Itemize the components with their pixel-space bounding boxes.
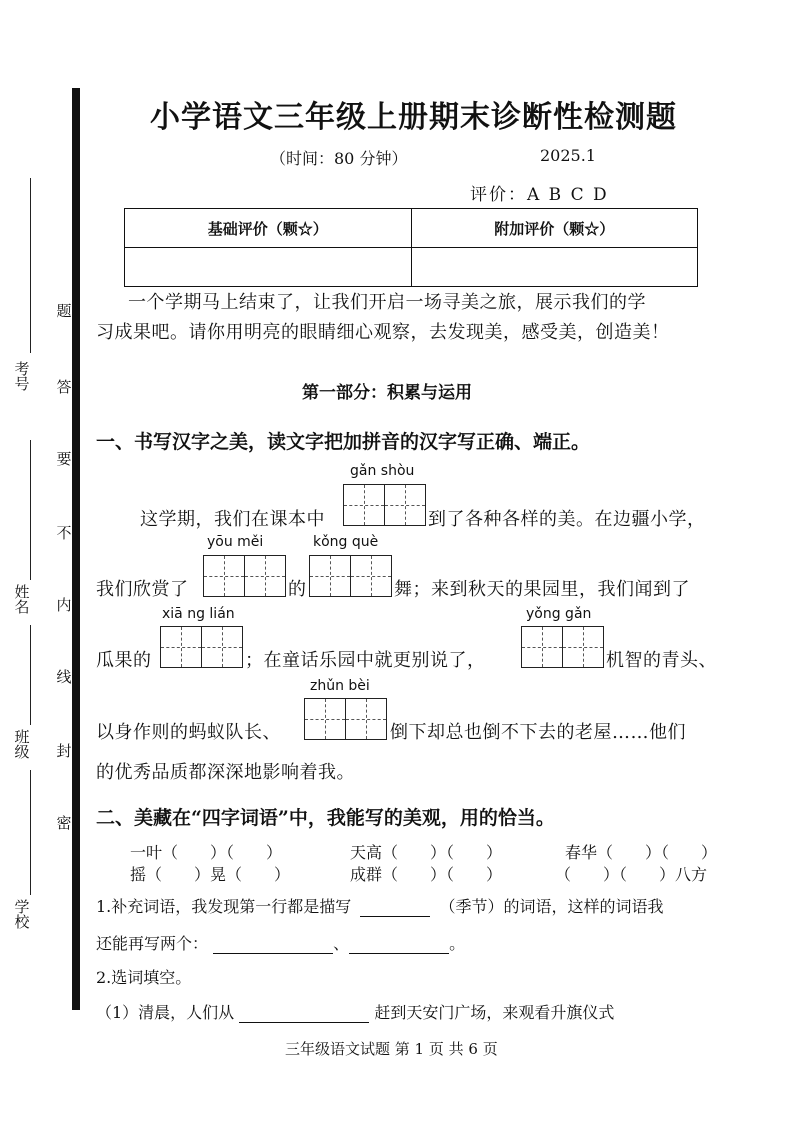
- q1-text: 到了各种各样的美。在边疆小学，: [428, 509, 706, 530]
- q2-sub2: 2.选词填空。: [96, 968, 192, 987]
- q2-heading: 二、美藏在“四字词语”中，我能写的美观，用的恰当。: [96, 807, 555, 829]
- binding-bar: [72, 88, 80, 1010]
- idiom-item[interactable]: 天高（ ）（ ）: [350, 843, 503, 862]
- intro-line-2: 习成果吧。请你用明亮的眼睛细心观察，去发现美，感受美，创造美！: [96, 322, 670, 343]
- idiom-item[interactable]: （ ）（ ）八方: [555, 865, 708, 884]
- cut-line-char: 要: [56, 450, 72, 468]
- class-line[interactable]: [30, 625, 31, 725]
- answer-grid-zhunbei[interactable]: [304, 698, 385, 740]
- extra-eval-header: 附加评价（颗☆）: [411, 209, 698, 248]
- q1-text: 舞；来到秋天的果园里，我们闻到了: [394, 579, 690, 600]
- page-footer: 三年级语文试题 第 1 页 共 6 页: [285, 1040, 498, 1058]
- pinyin-yonggan: yǒng gǎn: [526, 606, 592, 622]
- q2-sub2-text: （1）清晨，人们从: [96, 1003, 235, 1022]
- word-blank-1[interactable]: [213, 937, 333, 954]
- q2-sub1-text: 1.补充词语，我发现第一行都是描写: [96, 897, 352, 916]
- answer-grid-ganshou[interactable]: [343, 484, 424, 526]
- pinyin-zhunbei: zhǔn bèi: [310, 678, 370, 694]
- intro-line-1: 一个学期马上结束了，让我们开启一场寻美之旅，展示我们的学: [128, 292, 646, 313]
- answer-grid-kongque[interactable]: [309, 555, 390, 597]
- q1-text: 这学期，我们在课本中: [140, 509, 325, 530]
- cut-line-char: 答: [56, 378, 72, 396]
- pinyin-xiangtian: xiā ng lián: [162, 606, 235, 622]
- q2-sub1: [96, 894, 663, 917]
- q2-sub1-cont: [96, 931, 465, 954]
- q2-sub1-text: （季节）的词语，这样的词语我: [439, 897, 664, 916]
- basic-eval-header: 基础评价（颗☆）: [125, 209, 412, 248]
- exam-no-line[interactable]: [30, 178, 31, 353]
- q2-sub2-text: 赶到天安门广场，来观看升旗仪式: [374, 1003, 615, 1022]
- exam-time: （时间：80 分钟）: [270, 149, 408, 168]
- cut-line-char: 线: [56, 668, 72, 686]
- basic-eval-cell[interactable]: [125, 248, 412, 287]
- pinyin-ganshou: gǎn shòu: [350, 463, 415, 479]
- cut-line-char: 不: [56, 524, 72, 542]
- cut-line-char: 封: [56, 742, 72, 760]
- idiom-item[interactable]: 摇（ ）晃（ ）: [130, 865, 291, 884]
- q2-sub2-item1: [96, 1000, 614, 1023]
- idiom-item[interactable]: 春华（ ）（ ）: [565, 843, 718, 862]
- pinyin-kongque: kǒng què: [313, 534, 379, 550]
- school-line[interactable]: [30, 770, 31, 895]
- q1-text: 我们欣赏了: [96, 579, 189, 600]
- exam-no-label: 考号: [14, 360, 30, 393]
- name-line[interactable]: [30, 440, 31, 580]
- evaluation-table: [124, 208, 698, 287]
- page-title: 小学语文三年级上册期末诊断性检测题: [150, 100, 677, 135]
- word-blank-2[interactable]: [349, 937, 449, 954]
- q2-sub1-text: 、: [333, 934, 350, 953]
- fill-blank-1[interactable]: [239, 1006, 369, 1023]
- q1-text: 的: [288, 579, 307, 600]
- name-label: 姓名: [14, 583, 30, 616]
- season-blank[interactable]: [360, 900, 430, 917]
- answer-grid-youmei[interactable]: [203, 555, 284, 597]
- part-title: 第一部分：积累与运用: [302, 383, 472, 403]
- q2-sub1-text: 。: [449, 934, 466, 953]
- extra-eval-cell[interactable]: [411, 248, 698, 287]
- answer-grid-xiangtian[interactable]: [160, 626, 241, 668]
- q1-text: 的优秀品质都深深地影响着我。: [96, 762, 355, 783]
- cut-line-char: 密: [56, 814, 72, 832]
- idiom-item[interactable]: 一叶（ ）（ ）: [130, 843, 283, 862]
- q2-sub1-text: 还能再写两个：: [96, 934, 209, 953]
- answer-grid-yonggan[interactable]: [521, 626, 602, 668]
- cut-line-char: 内: [56, 596, 72, 614]
- exam-date: 2025.1: [540, 146, 596, 165]
- q1-heading: 一、书写汉字之美，读文字把加拼音的汉字写正确、端正。: [96, 431, 591, 453]
- class-label: 班级: [14, 728, 30, 761]
- q1-text: 瓜果的: [96, 650, 152, 671]
- q1-text: 机智的青头、: [606, 650, 717, 671]
- idiom-item[interactable]: 成群（ ）（ ）: [350, 865, 503, 884]
- rating-scale: 评价：A B C D: [470, 185, 609, 205]
- cut-line-char: 题: [56, 302, 72, 320]
- q1-text: ；在童话乐园中就更别说了，: [245, 650, 486, 671]
- pinyin-youmei: yōu měi: [207, 534, 264, 550]
- q1-text: 以身作则的蚂蚁队长、: [96, 722, 281, 743]
- q1-text: 倒下却总也倒不下去的老屋……他们: [390, 722, 686, 743]
- school-label: 学校: [14, 898, 30, 931]
